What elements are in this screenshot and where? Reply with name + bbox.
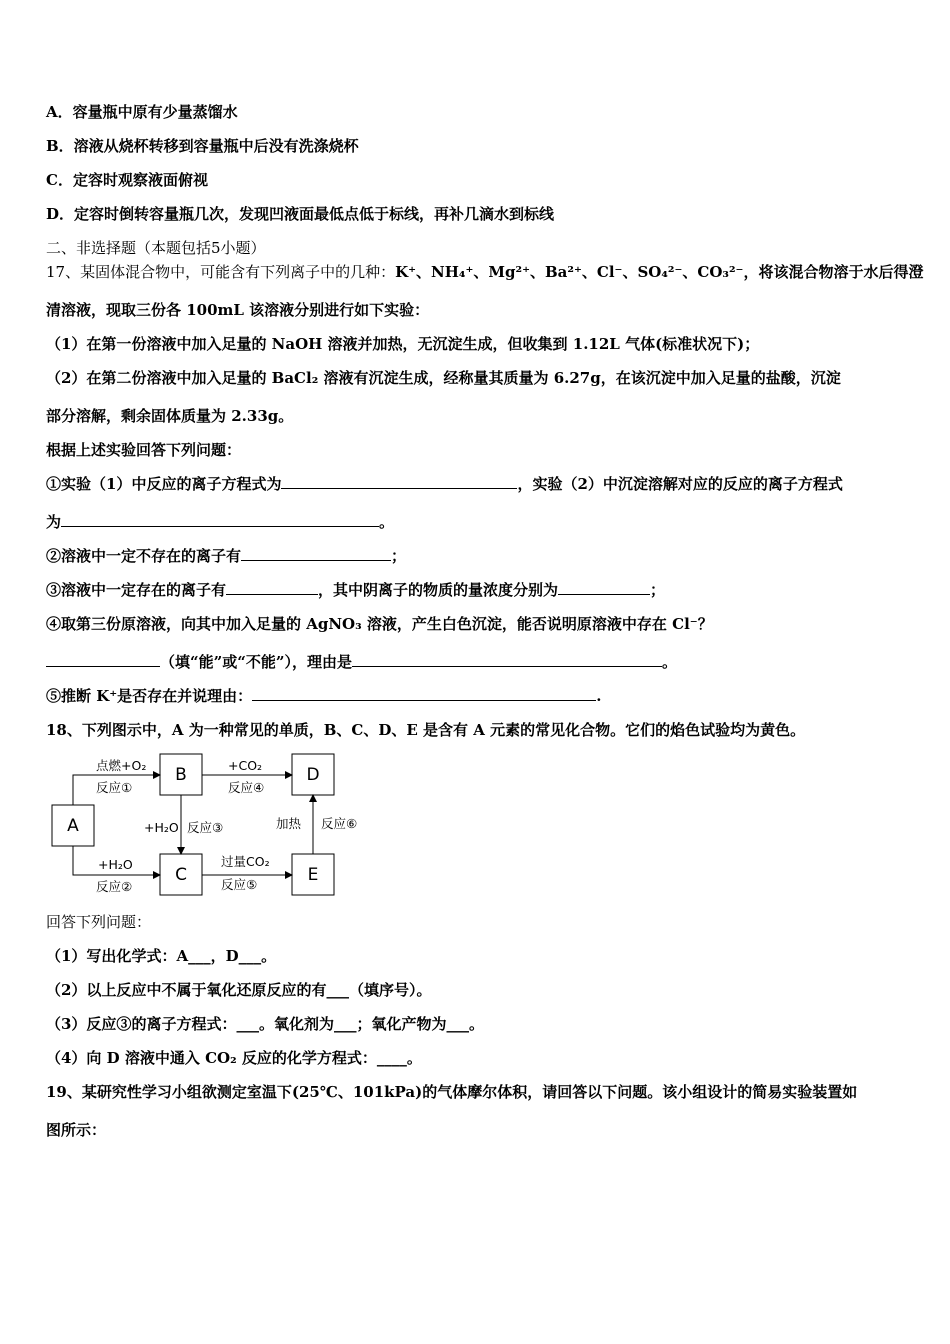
q16-option-b: B．溶液从烧杯转移到容量瓶中后没有洗涤烧杯 bbox=[46, 137, 359, 155]
q17-ion-list: K⁺、NH₄⁺、Mg²⁺、Ba²⁺、Cl⁻、SO₄²⁻、CO₃²⁻ bbox=[395, 263, 744, 281]
q17-stem-part1: 17、某固体混合物中，可能含有下列离子中的几种： bbox=[46, 263, 396, 281]
answer-blank[interactable] bbox=[281, 474, 517, 489]
q17-stem-part2: ，将该混合物溶于水后得澄 bbox=[743, 263, 924, 281]
q17-sub4-line2 bbox=[46, 652, 677, 672]
q17-sub2-text: ②溶液中一定不存在的离子有 bbox=[46, 547, 242, 565]
q17-sub1-line2 bbox=[46, 512, 394, 532]
r2-label: 反应② bbox=[96, 879, 133, 894]
q17-prompt: 根据上述实验回答下列问题： bbox=[46, 441, 242, 459]
node-d-label: D bbox=[306, 765, 320, 785]
q17-sub1-end: 。 bbox=[379, 513, 395, 531]
q17-experiment-2-line2: 部分溶解，剩余固体质量为 2.33g。 bbox=[46, 407, 294, 425]
node-b-label: B bbox=[175, 765, 187, 785]
q17-sub3-text: ③溶液中一定存在的离子有 bbox=[46, 581, 227, 599]
q17-sub3-text2: ，其中阴离子的物质的量浓度分别为 bbox=[318, 581, 559, 599]
q17-sub3 bbox=[46, 580, 665, 600]
q17-stem-line2: 清溶液，现取三份各 100mL 该溶液分别进行如下实验： bbox=[46, 301, 430, 319]
q18-prompt: 回答下列问题： bbox=[46, 913, 152, 931]
section-title: 二、非选择题（本题包括5小题） bbox=[46, 239, 266, 257]
r5-label: 反应⑤ bbox=[221, 877, 258, 892]
q16-option-d: D．定容时倒转容量瓶几次，发现凹液面最低点低于标线，再补几滴水到标线 bbox=[46, 205, 555, 223]
q16-option-a: A．容量瓶中原有少量蒸馏水 bbox=[46, 103, 238, 121]
q18-stem: 18、下列图示中，A 为一种常见的单质，B、C、D、E 是含有 A 元素的常见化合物。它们的焰色试验均为黄色。 bbox=[46, 721, 806, 739]
q19-stem-line2: 图所示： bbox=[46, 1121, 107, 1139]
q18-sub4: （4）向 D 溶液中通入 CO₂ 反应的化学方程式：____。 bbox=[46, 1049, 422, 1067]
answer-blank[interactable] bbox=[46, 652, 160, 667]
q17-sub5-end: . bbox=[596, 687, 602, 705]
r4-label: 反应④ bbox=[228, 780, 265, 795]
q17-sub1-text2: ，实验（2）中沉淀溶解对应的反应的离子方程式 bbox=[517, 475, 843, 493]
q17-sub4-end: 。 bbox=[662, 653, 678, 671]
r2-condition: +H₂O bbox=[98, 857, 133, 872]
reaction-diagram bbox=[46, 748, 386, 898]
node-c-label: C bbox=[175, 865, 187, 885]
r1-condition: 点燃+O₂ bbox=[96, 758, 147, 773]
r5-condition: 过量CO₂ bbox=[221, 854, 270, 869]
r3-label: 反应③ bbox=[187, 820, 224, 835]
r3-condition: +H₂O bbox=[144, 820, 179, 835]
q17-sub2 bbox=[46, 546, 406, 566]
q17-sub3-end: ； bbox=[650, 581, 666, 599]
q17-sub5 bbox=[46, 686, 601, 706]
q17-sub1-text: ①实验（1）中反应的离子方程式为 bbox=[46, 475, 282, 493]
node-a-label: A bbox=[67, 816, 79, 836]
q17-sub2-end: ； bbox=[391, 547, 407, 565]
node-e-label: E bbox=[307, 865, 319, 885]
q17-stem-line1 bbox=[46, 262, 923, 282]
r1-label: 反应① bbox=[96, 780, 133, 795]
answer-blank[interactable] bbox=[61, 512, 379, 527]
q18-sub2: （2）以上反应中不属于氧化还原反应的有___（填序号）。 bbox=[46, 981, 432, 999]
q17-sub4-text: （填“能”或“不能”），理由是 bbox=[160, 653, 353, 671]
q17-sub4-line1: ④取第三份原溶液，向其中加入足量的 AgNO₃ 溶液，产生白色沉淀，能否说明原溶液中存在 Cl⁻？ bbox=[46, 615, 713, 633]
q17-experiment-2-line1: （2）在第二份溶液中加入足量的 BaCl₂ 溶液有沉淀生成，经称量其质量为 6.27g，在该沉淀中加入足量的盐酸，沉淀 bbox=[46, 369, 841, 387]
q17-sub1-line1 bbox=[46, 474, 843, 494]
q17-sub5-text: ⑤推断 K⁺是否存在并说理由： bbox=[46, 687, 253, 705]
q17-experiment-1: （1）在第一份溶液中加入足量的 NaOH 溶液并加热，无沉淀生成，但收集到 1.12L 气体(标准状况下)； bbox=[46, 335, 760, 353]
r6-label: 反应⑥ bbox=[321, 816, 358, 831]
q17-sub1-text3: 为 bbox=[46, 513, 62, 531]
r4-condition: +CO₂ bbox=[228, 758, 263, 773]
q18-sub3: （3）反应③的离子方程式：___。氧化剂为___；氧化产物为___。 bbox=[46, 1015, 484, 1033]
r6-condition: 加热 bbox=[276, 816, 302, 831]
answer-blank[interactable] bbox=[558, 580, 650, 595]
q19-stem-line1: 19、某研究性学习小组欲测定室温下(25℃、101kPa)的气体摩尔体积，请回答以下问题。该小组设计的简易实验装置如 bbox=[46, 1083, 858, 1101]
q18-sub1: （1）写出化学式：A___，D___。 bbox=[46, 947, 277, 965]
answer-blank[interactable] bbox=[226, 580, 318, 595]
answer-blank[interactable] bbox=[352, 652, 662, 667]
answer-blank[interactable] bbox=[241, 546, 391, 561]
q16-option-c: C．定容时观察液面俯视 bbox=[46, 171, 208, 189]
answer-blank[interactable] bbox=[252, 686, 596, 701]
